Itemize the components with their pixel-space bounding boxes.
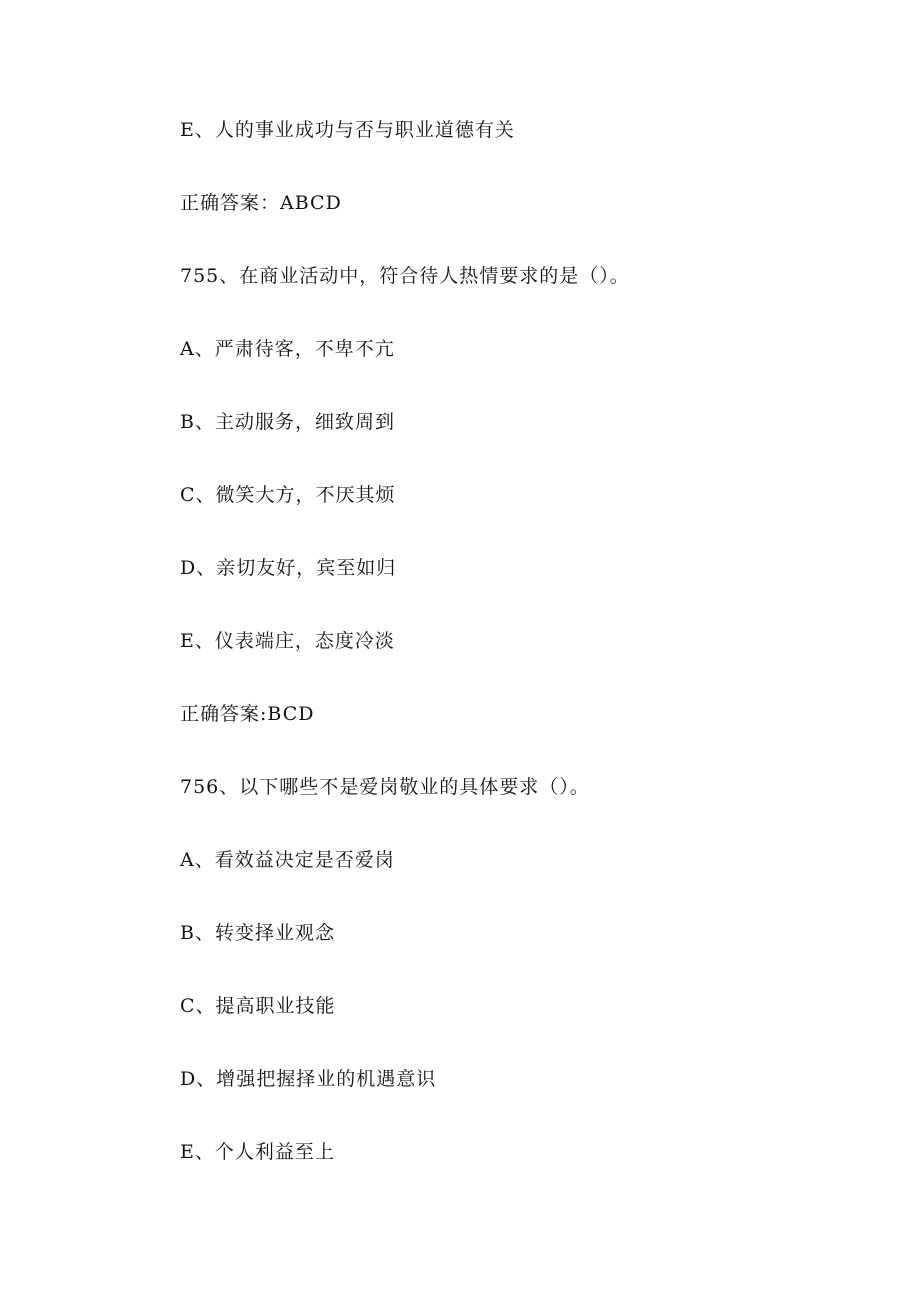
option-c-q756: C、提高职业技能 — [180, 995, 336, 1017]
option-a-q755: A、严肃待客，不卑不亢 — [180, 338, 395, 360]
option-b-q756: B、转变择业观念 — [180, 922, 335, 944]
answer-q754: 正确答案：ABCD — [180, 192, 342, 214]
question-756: 756、以下哪些不是爱岗敬业的具体要求（）。 — [180, 776, 590, 798]
option-b-q755: B、主动服务，细致周到 — [180, 411, 395, 433]
question-755: 755、在商业活动中，符合待人热情要求的是（）。 — [180, 265, 630, 287]
option-e-q756: E、个人利益至上 — [180, 1141, 335, 1163]
option-e-q754: E、人的事业成功与否与职业道德有关 — [180, 119, 515, 141]
option-e-q755: E、仪表端庄，态度冷淡 — [180, 630, 395, 652]
option-a-q756: A、看效益决定是否爱岗 — [180, 849, 395, 871]
option-d-q755: D、亲切友好，宾至如归 — [180, 557, 397, 579]
option-c-q755: C、微笑大方，不厌其烦 — [180, 484, 396, 506]
answer-q755: 正确答案:BCD — [180, 703, 315, 725]
option-d-q756: D、增强把握择业的机遇意识 — [180, 1068, 437, 1090]
